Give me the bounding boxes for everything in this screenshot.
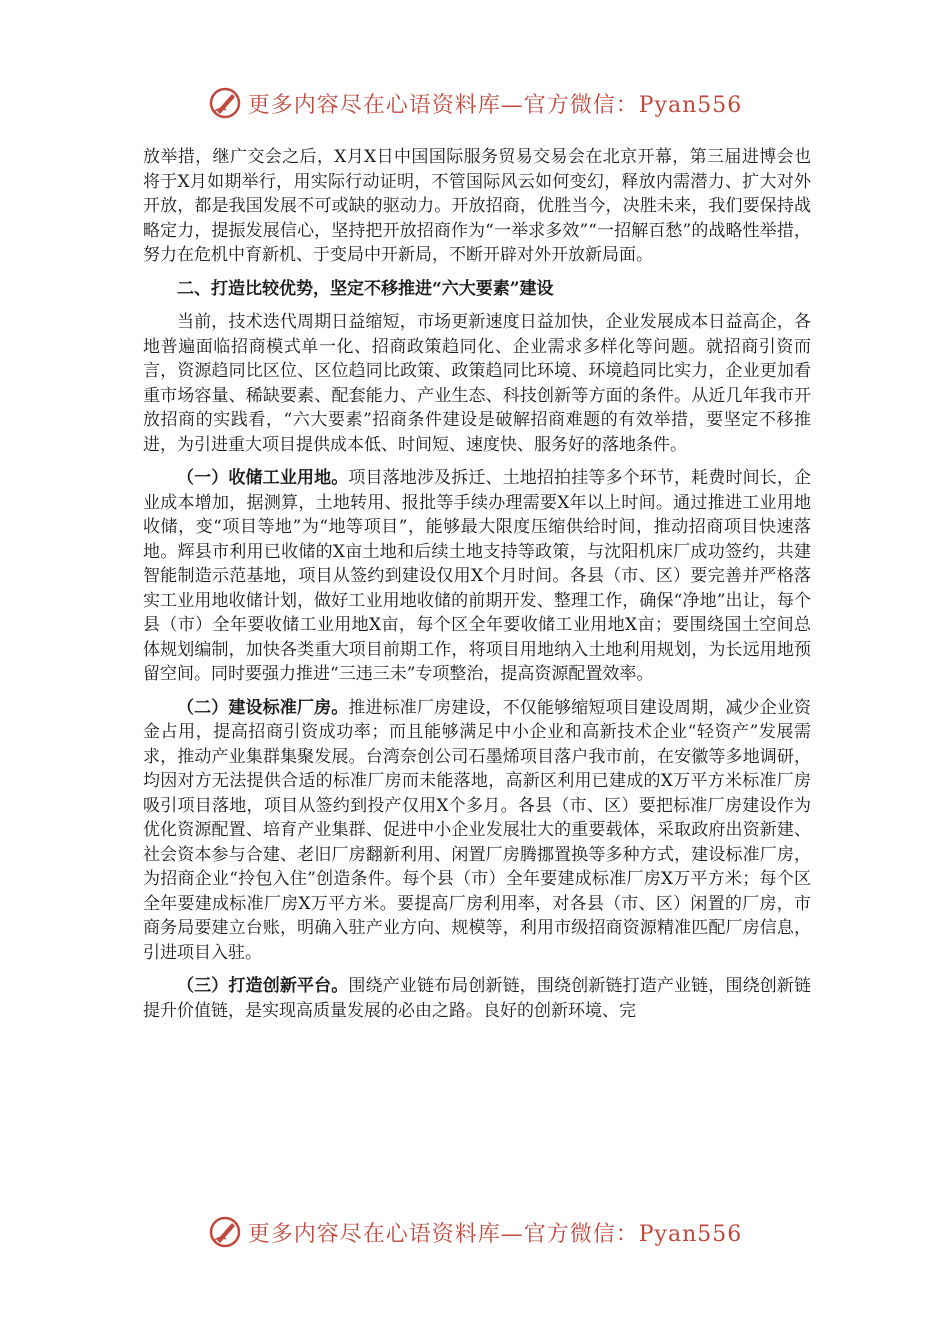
pen-circle-logo-icon [208,1215,242,1249]
document-body [143,145,811,1032]
subsection-3 [143,974,811,1023]
pen-circle-logo-icon [208,86,242,120]
subsection-3-body: 围绕产业链布局创新链，围绕创新链打造产业链，围绕创新链提升价值链，是实现高质量发展的必由之路。良好的创新环境、完 [143,976,812,1021]
subsection-2-body: 推进标准厂房建设，不仅能够缩短项目建设周期，减少企业资金占用，提高招商引资成功率；而且能够满足中小企业和高新技术企业“轻资产”发展需求，推动产业集群集聚发展。台湾奈创公司石墨烯项目落户我市前，在安徽等多地调研，均因对方无法提供合适的标准厂房而未能落地，高新区利用已建成的X万平方米标准厂房吸引项目落地，项目从签约到投产仅用X个多月。各县（市、区）要把标准厂房建设作为优化资源配置、培育产业集群、促进中小企业发展壮大的重要载体，采取政府出资新建、社会资本参与合建、老旧厂房翻新利用、闲置厂房腾挪置换等多种方式，建设标准厂房，为招商企业“拎包入住”创造条件。每个县（市）全年要建成标准厂房X万平方米；每个区全年要建成标准厂房X万平方米。要提高厂房利用率，对各县（市、区）闲置的厂房，市商务局要建立台账，明确入驻产业方向、规模等，利用市级招商资源精准匹配厂房信息，引进项目入驻。 [143,697,812,963]
subsection-3-title: （三）打造创新平台。 [177,976,349,996]
subsection-1-title: （一）收储工业用地。 [177,468,349,488]
subsection-1-body: 项目落地涉及拆迁、土地招拍挂等多个环节，耗费时间长，企业成本增加，据测算，土地转用、报批等手续办理需要X年以上时间。通过推进工业用地收储，变“项目等地”为“地等项目”，能够最大限度压缩供给时间，推动招商项目快速落地。辉县市利用已收储的X亩土地和后续土地支持等政策，与沈阳机床厂成功签约，共建智能制造示范基地，项目从签约到建设仅用X个月时间。各县（市、区）要完善并严格落实工业用地收储计划，做好工业用地收储的前期开发、整理工作，确保“净地”出让，每个县（市）全年要收储工业用地X亩，每个区全年要收储工业用地X亩；要围绕国土空间总体规划编制，加快各类重大项目前期工作，将项目用地纳入土地利用规划，为长远用地预留空间。同时要强力推进“三违三未”专项整治，提高资源配置效率。 [143,468,812,684]
subsection-2 [143,696,811,966]
subsection-2-title: （二）建设标准厂房。 [177,697,349,718]
section-heading: 二、打造比较优势，坚定不移推进“六大要素”建设 [177,278,554,299]
footer-banner-text: 更多内容尽在心语资料库—官方微信：Pyan556 [247,1221,743,1247]
paragraph-continued: 放举措，继广交会之后，X月X日中国国际服务贸易交易会在北京开幕，第三届进博会也将于X月如期举行，用实际行动证明，不管国际风云如何变幻，释放内需潜力、扩大对外开放，都是我国发展不可或缺的驱动力。开放招商，优胜当今，决胜未来，我们要保持战略定力，提振发展信心，坚持把开放招商作为“一举求多效”“一招解百愁”的战略性举措，努力在危机中育新机、于变局中开新局，不断开辟对外开放新局面。 [143,147,811,265]
header-banner [0,83,950,123]
header-banner-text: 更多内容尽在心语资料库—官方微信：Pyan556 [247,92,743,118]
footer-banner [0,1212,950,1252]
paragraph-intro: 当前，技术迭代周期日益缩短，市场更新速度日益加快，企业发展成本日益高企，各地普遍面临招商模式单一化、招商政策趋同化、企业需求多样化等问题。就招商引资而言，资源趋同比区位、区位趋同比政策、政策趋同比环境、环境趋同比实力，企业更加看重市场容量、稀缺要素、配套能力、产业生态、科技创新等方面的条件。从近几年我市开放招商的实践看，“六大要素”招商条件建设是破解招商难题的有效举措，要坚定不移推进，为引进重大项目提供成本低、时间短、速度快、服务好的落地条件。 [143,312,811,455]
subsection-1 [143,466,811,687]
